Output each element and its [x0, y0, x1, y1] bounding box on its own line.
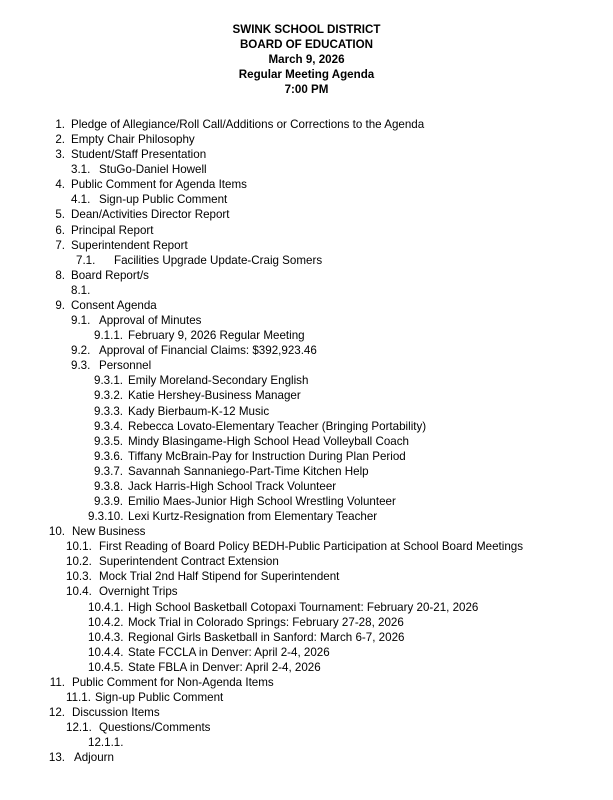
board-name: BOARD OF EDUCATION: [239, 38, 374, 51]
agenda-item-number: 10.2.: [66, 555, 92, 569]
agenda-item-text: Adjourn: [74, 751, 114, 765]
agenda-item-text: Approval of Financial Claims: $392,923.46: [99, 344, 317, 358]
agenda-item-text: Facilities Upgrade Update-Craig Somers: [114, 253, 323, 267]
agenda-item-number: 8.: [55, 268, 65, 282]
agenda-item-text: Personnel: [99, 359, 152, 373]
agenda-header: [0, 22, 613, 97]
agenda-item-text: Principal Report: [71, 223, 154, 237]
agenda-item-text: Rebecca Lovato-Elementary Teacher (Bringing Portability): [128, 419, 427, 433]
agenda-item-text: Public Comment for Agenda Items: [71, 178, 247, 192]
agenda-item-number: 9.3.5.: [94, 434, 124, 448]
agenda-item-text: Jack Harris-High School Track Volunteer: [128, 479, 337, 493]
agenda-item-number: 11.1.: [66, 691, 91, 705]
meeting-time: 7:00 PM: [284, 83, 329, 96]
agenda-item-number: 9.2.: [71, 344, 91, 358]
agenda-item-text: Lexi Kurtz-Resignation from Elementary Teacher: [128, 510, 378, 524]
agenda-item-text: Discussion Items: [72, 706, 160, 720]
agenda-item-number: 9.3.4.: [94, 419, 124, 433]
agenda-item-number: 7.: [55, 238, 65, 252]
agenda-item-text: Katie Hershey-Business Manager: [128, 389, 301, 403]
agenda-item-number: 5.: [55, 208, 65, 222]
meeting-date: March 9, 2026: [268, 53, 345, 66]
agenda-item-number: 6.: [55, 223, 65, 237]
agenda-item-number: 12.1.: [66, 721, 92, 735]
agenda-item-text: Overnight Trips: [99, 585, 178, 599]
agenda-item-number: 13.: [48, 751, 65, 765]
district-name: SWINK SCHOOL DISTRICT: [232, 23, 381, 36]
agenda-item-text: State FBLA in Denver: April 2-4, 2026: [128, 660, 321, 674]
agenda-item-text: Pledge of Allegiance/Roll Call/Additions or Corrections to the Agenda: [71, 118, 425, 131]
agenda-item-text: Kady Bierbaum-K-12 Music: [128, 404, 270, 418]
meeting-type: Regular Meeting Agenda: [238, 68, 375, 81]
agenda-item-number: 10.4.4.: [88, 645, 124, 659]
agenda-item-text: Regional Girls Basketball in Sanford: March 6-7, 2026: [128, 630, 405, 644]
agenda-item-number: 10.4.3.: [88, 630, 124, 644]
agenda-item-text: Student/Staff Presentation: [71, 148, 207, 162]
agenda-item-number: 12.1.1.: [88, 736, 124, 750]
agenda-item-text: Mock Trial in Colorado Springs: February 27-28, 2026: [128, 615, 404, 629]
agenda-item-text: Superintendent Report: [71, 238, 188, 252]
agenda-item-text: Empty Chair Philosophy: [71, 133, 195, 147]
agenda-item-text: Emily Moreland-Secondary English: [128, 374, 309, 388]
agenda-item-number: 9.3.6.: [94, 449, 124, 463]
agenda-item-number: 9.3.3.: [94, 404, 124, 418]
agenda-item-number: 3.: [55, 148, 65, 162]
agenda-item-text: Emilio Maes-Junior High School Wrestling Volunteer: [128, 495, 396, 508]
agenda-item-text: Mindy Blasingame-High School Head Volleyball Coach: [128, 434, 409, 448]
agenda-item-number: 10.4.1.: [88, 600, 124, 614]
agenda-item-text: February 9, 2026 Regular Meeting: [128, 329, 305, 343]
agenda-item-number: 10.: [48, 525, 65, 539]
agenda-item-text: Tiffany McBrain-Pay for Instruction During Plan Period: [128, 449, 406, 463]
agenda-item-number: 9.3.7.: [94, 464, 124, 478]
agenda-item-number: 10.3.: [66, 570, 92, 584]
agenda-item-number: 7.1.: [76, 253, 96, 267]
agenda-item-text: Board Report/s: [71, 268, 149, 282]
agenda-item-number: 9.3.1.: [94, 374, 124, 388]
agenda-item-text: Approval of Minutes: [99, 314, 202, 328]
agenda-item-number: 9.: [55, 298, 65, 312]
agenda-item-text: High School Basketball Cotopaxi Tournament: February 20-21, 2026: [128, 600, 479, 614]
agenda-item-number: 10.4.: [66, 585, 92, 599]
agenda-item-text: Sign-up Public Comment: [99, 193, 228, 207]
agenda-item-text: Consent Agenda: [71, 298, 157, 312]
agenda-item-number: 9.1.1.: [94, 329, 124, 343]
agenda-item-text: New Business: [72, 525, 146, 539]
agenda-item-number: 2.: [55, 133, 65, 147]
agenda-item-text: First Reading of Board Policy BEDH-Public Participation at School Board Meetings: [99, 540, 524, 554]
agenda-item-text: Dean/Activities Director Report: [71, 208, 230, 222]
agenda-item-number: 11.: [49, 675, 65, 689]
agenda-item-number: 4.1.: [71, 193, 91, 207]
agenda-item-number: 10.4.5.: [88, 660, 124, 674]
agenda-item-number: 9.3.8.: [94, 479, 124, 493]
agenda-item-number: 9.3.: [71, 359, 91, 373]
agenda-item-number: 9.1.: [71, 314, 91, 328]
agenda-item-text: Public Comment for Non-Agenda Items: [72, 675, 274, 689]
agenda-item-number: 9.3.9.: [94, 495, 124, 508]
agenda-item-number: 3.1.: [71, 163, 91, 177]
agenda-item-number: 12.: [48, 706, 65, 720]
agenda-item-number: 10.1.: [66, 540, 92, 554]
agenda-item-text: Superintendent Contract Extension: [99, 555, 279, 569]
agenda-item-text: Mock Trial 2nd Half Stipend for Superintendent: [99, 570, 340, 584]
agenda-item-number: 9.3.10.: [88, 510, 124, 524]
agenda-item-text: Savannah Sannaniego-Part-Time Kitchen Help: [128, 464, 369, 478]
agenda-item-number: 1.: [55, 118, 65, 131]
agenda-item-text: Sign-up Public Comment: [95, 691, 224, 705]
agenda-item-number: 9.3.2.: [94, 389, 124, 403]
agenda-item-number: 10.4.2.: [88, 615, 124, 629]
agenda-item-number: 4.: [55, 178, 65, 192]
agenda-item-text: Questions/Comments: [99, 721, 211, 735]
agenda-item-text: State FCCLA in Denver: April 2-4, 2026: [128, 645, 330, 659]
agenda-item-text: StuGo-Daniel Howell: [99, 163, 207, 177]
agenda-item-number: 8.1.: [71, 283, 91, 297]
